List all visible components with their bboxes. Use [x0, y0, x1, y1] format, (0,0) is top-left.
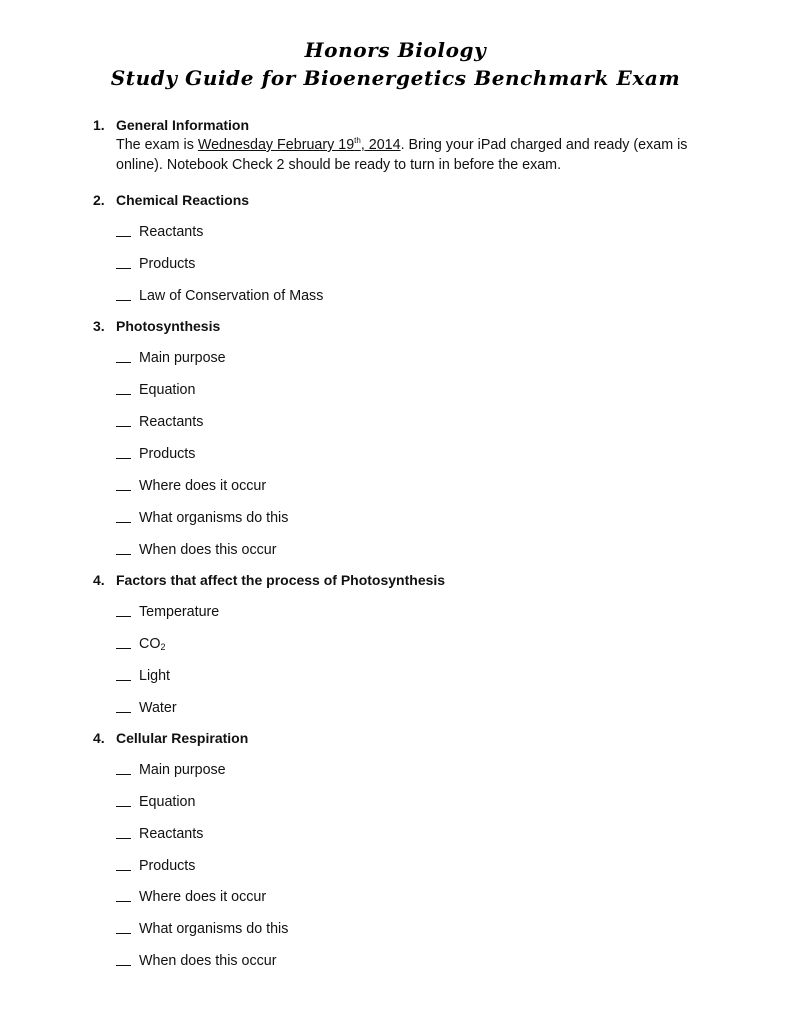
- section-heading: [93, 730, 248, 746]
- checkbox-blank: [116, 869, 131, 871]
- checklist-item: Where does it occur: [116, 478, 266, 494]
- checkbox-blank: [116, 299, 131, 301]
- checkbox-blank: [116, 711, 131, 713]
- checklist-item: Products: [116, 256, 195, 272]
- section-heading: [93, 192, 249, 208]
- section-title: Chemical Reactions: [116, 192, 250, 208]
- document-title: Honors Biology: [304, 38, 487, 62]
- checklist-item: Main purpose: [116, 350, 226, 366]
- section-title: Photosynthesis: [116, 318, 221, 334]
- checkbox-blank: [116, 457, 131, 459]
- section-number: 2.: [93, 192, 105, 208]
- checkbox-blank: [116, 267, 131, 269]
- checkbox-blank: [116, 647, 131, 649]
- checklist-item: Equation: [116, 794, 195, 810]
- checkbox-blank: [116, 932, 131, 934]
- section-number: 1.: [93, 117, 105, 133]
- checkbox-blank: [116, 900, 131, 902]
- checklist-item: Reactants: [116, 224, 203, 240]
- checkbox-blank: [116, 361, 131, 363]
- checklist-item: Reactants: [116, 826, 203, 842]
- checklist-item: $CO_2$: [116, 636, 165, 652]
- checklist-item: Equation: [116, 382, 195, 398]
- checkbox-blank: [116, 615, 131, 617]
- checklist-item: Products: [116, 858, 195, 874]
- section-number: 3.: [93, 318, 105, 334]
- checklist-item: Water: [116, 700, 177, 716]
- checklist-item: What organisms do this: [116, 510, 288, 526]
- checklist-item: Main purpose: [116, 762, 226, 778]
- general-information-text: [116, 135, 736, 175]
- checklist-item: Law of Conservation of Mass: [116, 288, 323, 304]
- checkbox-blank: [116, 964, 131, 966]
- checkbox-blank: [116, 837, 131, 839]
- section-heading: [93, 318, 220, 334]
- section-title: Factors that affect the process of Photosynthesis: [116, 572, 446, 588]
- co2-subscript: 2: [160, 642, 166, 652]
- checkbox-blank: [116, 679, 131, 681]
- section-title: General Information: [116, 117, 250, 133]
- document-subtitle: Study Guide for Bioenergetics Benchmark Exam: [110, 66, 681, 90]
- checkbox-blank: [116, 553, 131, 555]
- checklist-item: When does this occur: [116, 953, 276, 969]
- checklist-item: When does this occur: [116, 542, 276, 558]
- checkbox-blank: [116, 393, 131, 395]
- section-number: 4.: [93, 730, 105, 746]
- checklist-item: What organisms do this: [116, 921, 288, 937]
- exam-date: Wednesday February 19th, 2014: [197, 136, 401, 153]
- checkbox-blank: [116, 773, 131, 775]
- checklist-item: Light: [116, 668, 170, 684]
- section-heading: [93, 117, 249, 133]
- checkbox-blank: [116, 521, 131, 523]
- checklist-item: Products: [116, 446, 195, 462]
- checklist-item: Where does it occur: [116, 889, 266, 905]
- checkbox-blank: [116, 489, 131, 491]
- checkbox-blank: [116, 235, 131, 237]
- exam-text-suffix: . Bring your iPad charged and ready (exam is online). Notebook Check 2 should be ready to turn in before the exam.: [116, 137, 688, 173]
- checkbox-blank: [116, 425, 131, 427]
- checklist-item: Reactants: [116, 414, 203, 430]
- checklist-item: Temperature: [116, 604, 219, 620]
- section-number: 4.: [93, 572, 105, 588]
- section-title: Cellular Respiration: [116, 730, 249, 746]
- checkbox-blank: [116, 805, 131, 807]
- section-heading: [93, 572, 445, 588]
- exam-text-prefix: The exam is: [116, 137, 198, 153]
